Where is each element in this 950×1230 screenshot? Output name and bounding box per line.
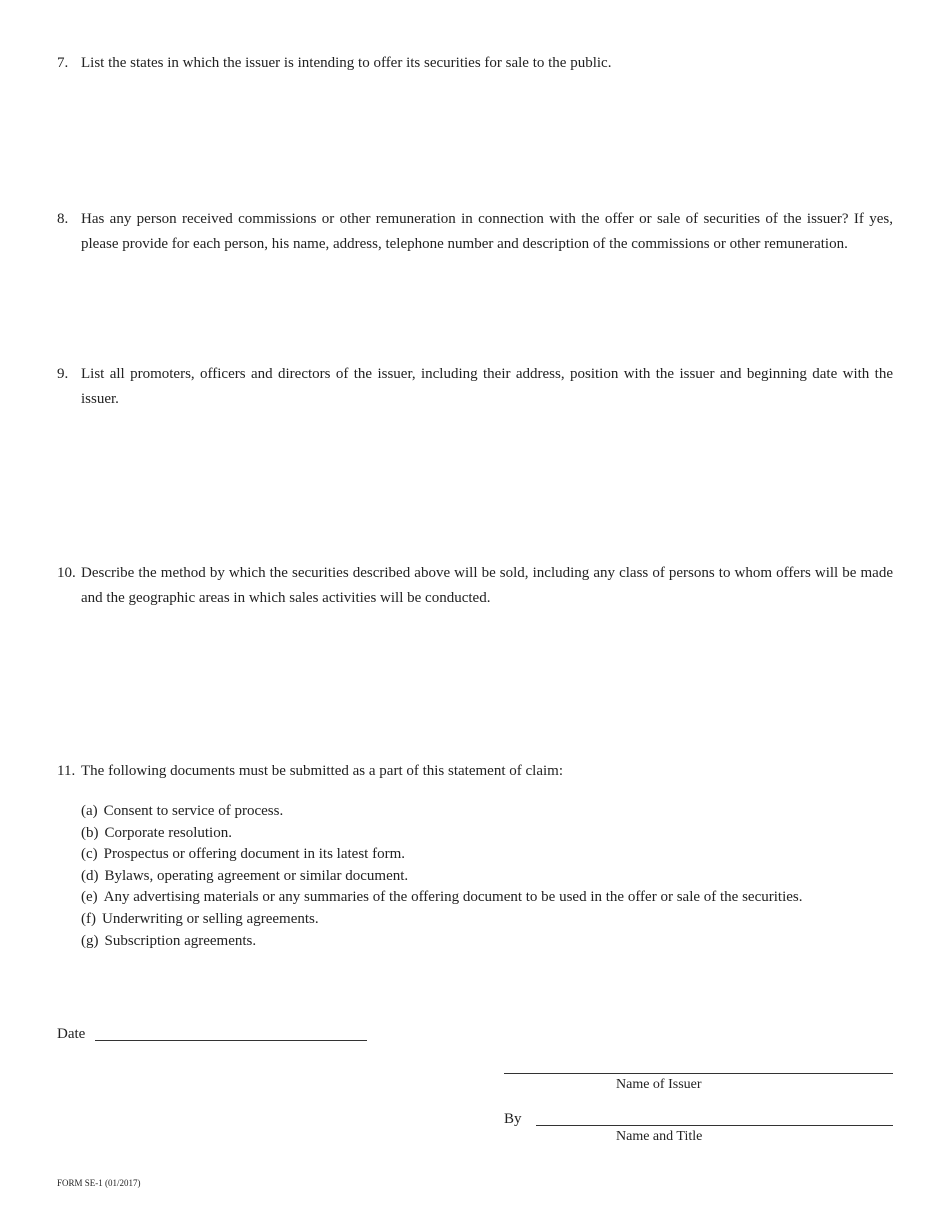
question-text: Describe the method by which the securities described above will be sold, including any class of persons to whom offers will be made and the geographic areas in which sales activities will be conducted. (81, 565, 893, 606)
date-label: Date (57, 1026, 86, 1042)
list-item (81, 931, 802, 953)
list-item (81, 887, 802, 909)
question-number: 11. (57, 763, 76, 779)
list-item-text: Any advertising materials or any summaries of the offering document to be used in the offer or sale of the securities. (103, 889, 803, 906)
list-item-text: Underwriting or selling agreements. (102, 910, 319, 927)
list-item (81, 844, 802, 866)
question-10 (57, 561, 893, 611)
list-item (81, 866, 802, 888)
list-item-letter: (d) (81, 867, 99, 884)
list-item-text: Consent to service of process. (103, 803, 284, 819)
list-item (81, 909, 802, 931)
list-item-letter: (f) (81, 910, 96, 927)
list-item-text: Bylaws, operating agreement or similar document. (104, 867, 409, 884)
question-text: List the states in which the issuer is intending to offer its securities for sale to the public. (81, 55, 612, 71)
question-number: 8. (57, 211, 69, 227)
question-text: Has any person received commissions or other remuneration in connection with the offer or sale of securities of the issuer? If yes, please provide for each person, his name, address, telephone number and description of the commissions or other remuneration. (81, 211, 893, 252)
list-item-text: Prospectus or offering document in its latest form. (103, 846, 405, 863)
form-id: FORM SE-1 (01/2017) (57, 1178, 141, 1188)
question-number: 10. (57, 565, 76, 581)
by-label: By (504, 1111, 522, 1127)
name-title-caption: Name and Title (616, 1129, 703, 1144)
list-item-letter: (g) (81, 932, 99, 949)
question-number: 7. (57, 55, 69, 71)
required-documents-list (81, 801, 802, 952)
date-field[interactable] (95, 1040, 367, 1041)
list-item-letter: (e) (81, 889, 98, 906)
question-text: The following documents must be submitted as a part of this statement of claim: (81, 763, 563, 779)
question-9 (57, 362, 893, 412)
question-8 (57, 207, 893, 257)
question-text: List all promoters, officers and directors of the issuer, including their address, position with the issuer and beginning date with the issuer. (81, 366, 893, 407)
list-item (81, 823, 802, 845)
list-item-letter: (a) (81, 803, 98, 819)
question-7 (57, 51, 893, 76)
list-item (81, 801, 802, 823)
list-item-letter: (c) (81, 846, 98, 863)
question-number: 9. (57, 366, 69, 382)
question-11 (57, 759, 893, 784)
issuer-name-field[interactable] (504, 1073, 893, 1074)
issuer-name-caption: Name of Issuer (616, 1077, 702, 1092)
list-item-text: Corporate resolution. (104, 824, 232, 841)
list-item-text: Subscription agreements. (104, 932, 257, 949)
list-item-letter: (b) (81, 824, 99, 841)
signatory-name-title-field[interactable] (536, 1125, 893, 1126)
